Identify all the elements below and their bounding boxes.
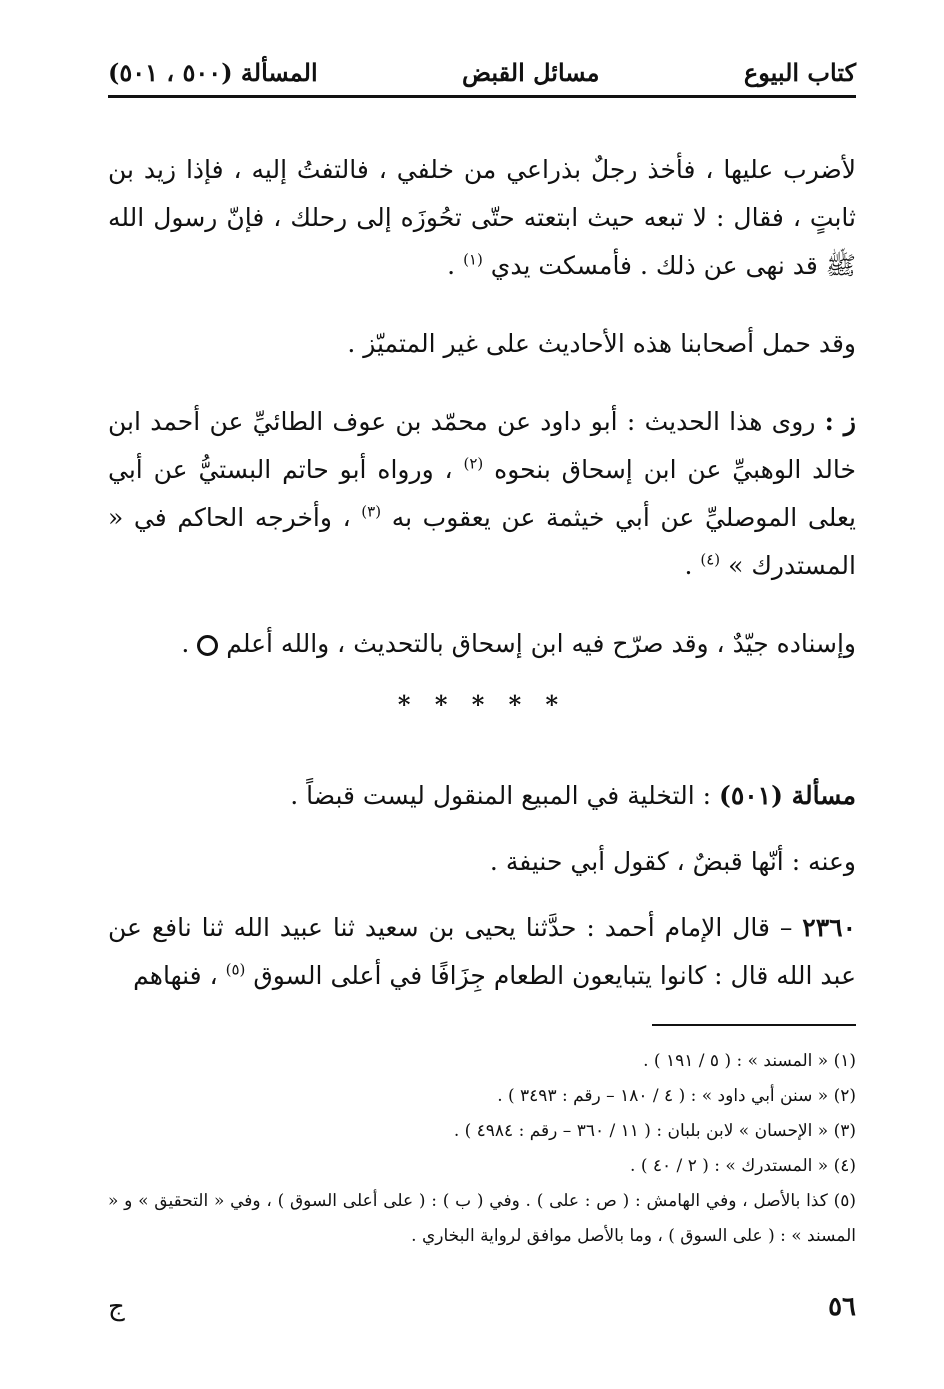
footnote-4: (٤) « المستدرك » : ( ٢ / ٤٠ ) . [630,1156,856,1176]
header-book-title: كتاب البيوع [743,57,856,87]
footnote-ref: (٤) [700,550,721,569]
footnote-ref: (٢) [463,454,484,473]
running-header [108,52,856,92]
zay-marker: ز : [824,407,856,436]
masala-label: مسألة (٥٠١) [718,781,856,810]
hadith-number: ٢٣٦٠ [802,913,856,942]
hadith-paragraph: ٢٣٦٠ – قال الإمام أحمد : حدَّثنا يحيى بن سعيد ثنا عبيد الله ثنا نافع عن عبد الله قال : كانوا يتبايعون الطعام جِزَافًا في أعلى السوق $^{(٥)}$ ، فنهاهم [108,913,856,990]
footnote-ref: (٥) [225,960,246,979]
masala-heading: مسألة (٥٠١) : التخلية في المبيع المنقول ليست قبضاً . [290,781,856,810]
footnote-ref: (٣) [361,502,382,521]
header-chapter-title: مسائل القبض [461,57,600,87]
masala-section [108,772,856,1000]
paragraph-3: ز : روى هذا الحديث : أبو داود عن محمّد بن عوف الطائيِّ عن أحمد ابن خالد الوهبيِّ عن ابن إسحاق بنحوه $^{(٢)}$ ، ورواه أبو حاتم البستيُّ عن أبي يعلى الموصليِّ عن أبي خيثمة عن يعقوب به $^{(٣)}$ ، وأخرجه الحاكم في « المستدرك » $^{(٤)}$ . [108,407,856,580]
header-issue-range: المسألة (٥٠٠ ، ٥٠١) [108,57,318,87]
header-rule [108,95,856,98]
paragraph-1: لأضرب عليها ، فأخذ رجلٌ بذراعي من خلفي ، فالتفتُ إليه ، فإذا زيد بن ثابتٍ ، فقال : لا تبعه حيث ابتعته حتّى تحُوزَه إلى رحلك ، فإنّ رسول الله ﷺ قد نهى عن ذلك . فأمسكت يدي $^{(١)}$ . [108,155,856,280]
wanhu-paragraph: وعنه : أنّها قبضٌ ، كقول أبي حنيفة . [489,847,856,876]
footnote-5: (٥) كذا بالأصل ، وفي الهامش : ( ص : على ) . وفي ( ب ) : ( على أعلى السوق ) ، وفي « التحقيق » و « المسند » : ( على السوق ) ، وما بالأصل موافق لرواية البخاري . [108,1191,856,1246]
footnotes [108,1044,856,1254]
section-separator: * * * * * [397,690,567,719]
end-circle-icon [197,635,218,656]
footnote-ref: (١) [463,250,483,269]
footnote-rule [652,1024,856,1026]
footnote-3: (٣) « الإحسان » لابن بلبان : ( ١١ / ٣٦٠ – رقم : ٤٩٨٤ ) . [453,1121,856,1141]
paragraph-2: وقد حمل أصحابنا هذه الأحاديث على غير المتميّز . [347,329,856,358]
paragraph-4: وإسناده جيّدٌ ، وقد صرّح فيه ابن إسحاق بالتحديث ، والله أعلم . [181,629,856,658]
main-text [108,146,856,668]
signature-mark: ج [108,1292,125,1322]
page-number: ٥٦ [828,1292,856,1322]
footnote-2: (٢) « سنن أبي داود » : ( ٤ / ١٨٠ – رقم : ٣٤٩٣ ) . [497,1086,856,1106]
footnote-1: (١) « المسند » : ( ٥ / ١٩١ ) . [643,1051,856,1071]
